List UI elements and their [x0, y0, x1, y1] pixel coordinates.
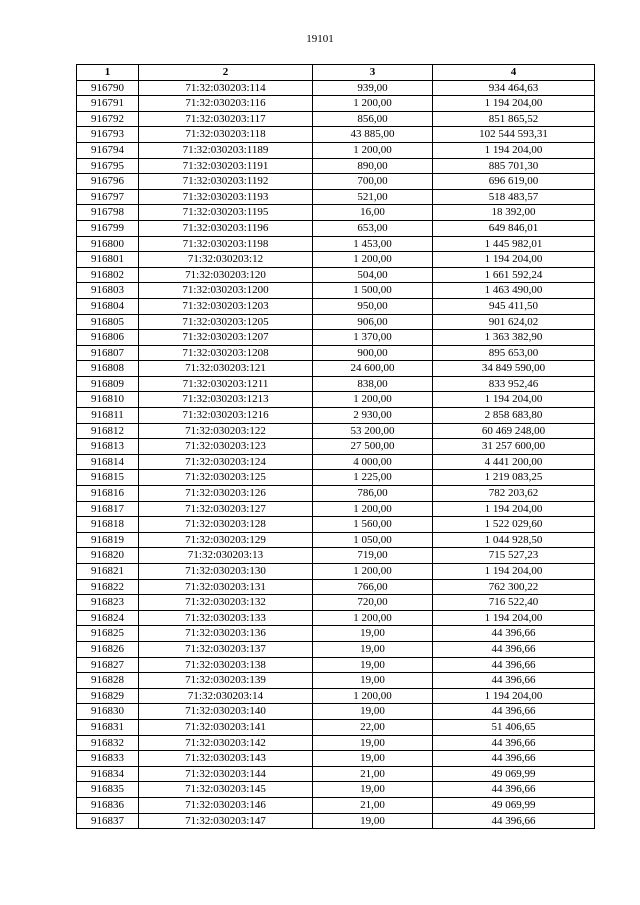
- cadastral-number-cell: 71:32:030203:1203: [139, 298, 313, 314]
- table-row: [77, 719, 595, 735]
- value-cell: 44 396,66: [433, 641, 595, 657]
- value-cell: 1 194 204,00: [433, 142, 595, 158]
- row-number-cell: 916793: [77, 127, 139, 143]
- table-row: [77, 564, 595, 580]
- cadastral-number-cell: 71:32:030203:143: [139, 751, 313, 767]
- area-cell: 1 200,00: [313, 501, 433, 517]
- value-cell: 696 619,00: [433, 174, 595, 190]
- cadastral-number-cell: 71:32:030203:1192: [139, 174, 313, 190]
- value-cell: 1 463 490,00: [433, 283, 595, 299]
- table-row: [77, 751, 595, 767]
- row-number-cell: 916802: [77, 267, 139, 283]
- row-number-cell: 916818: [77, 517, 139, 533]
- row-number-cell: 916836: [77, 797, 139, 813]
- table-row: [77, 704, 595, 720]
- table-row: [77, 252, 595, 268]
- value-cell: 1 219 083,25: [433, 470, 595, 486]
- row-number-cell: 916796: [77, 174, 139, 190]
- table-row: [77, 641, 595, 657]
- table-row: [77, 595, 595, 611]
- row-number-cell: 916820: [77, 548, 139, 564]
- value-cell: 1 194 204,00: [433, 688, 595, 704]
- table-row: [77, 345, 595, 361]
- value-cell: 1 194 204,00: [433, 610, 595, 626]
- value-cell: 44 396,66: [433, 782, 595, 798]
- column-header-3: 3: [313, 65, 433, 81]
- cadastral-number-cell: 71:32:030203:144: [139, 766, 313, 782]
- row-number-cell: 916825: [77, 626, 139, 642]
- area-cell: 19,00: [313, 641, 433, 657]
- area-cell: 504,00: [313, 267, 433, 283]
- row-number-cell: 916798: [77, 205, 139, 221]
- row-number-cell: 916797: [77, 189, 139, 205]
- row-number-cell: 916792: [77, 111, 139, 127]
- area-cell: 19,00: [313, 735, 433, 751]
- row-number-cell: 916828: [77, 673, 139, 689]
- cadastral-number-cell: 71:32:030203:120: [139, 267, 313, 283]
- value-cell: 945 411,50: [433, 298, 595, 314]
- area-cell: 838,00: [313, 376, 433, 392]
- table-row: [77, 408, 595, 424]
- area-cell: 19,00: [313, 751, 433, 767]
- value-cell: 2 858 683,80: [433, 408, 595, 424]
- cadastral-number-cell: 71:32:030203:132: [139, 595, 313, 611]
- area-cell: 1 050,00: [313, 532, 433, 548]
- row-number-cell: 916830: [77, 704, 139, 720]
- cadastral-number-cell: 71:32:030203:122: [139, 423, 313, 439]
- table-row: [77, 361, 595, 377]
- table-row: [77, 548, 595, 564]
- area-cell: 1 453,00: [313, 236, 433, 252]
- area-cell: 950,00: [313, 298, 433, 314]
- row-number-cell: 916809: [77, 376, 139, 392]
- page-number: 19101: [306, 33, 334, 45]
- area-cell: 4 000,00: [313, 454, 433, 470]
- table-row: [77, 454, 595, 470]
- row-number-cell: 916814: [77, 454, 139, 470]
- table-row: [77, 813, 595, 829]
- row-number-cell: 916834: [77, 766, 139, 782]
- table-row: [77, 174, 595, 190]
- area-cell: 21,00: [313, 766, 433, 782]
- cadastral-number-cell: 71:32:030203:145: [139, 782, 313, 798]
- column-header-4: 4: [433, 65, 595, 81]
- area-cell: 890,00: [313, 158, 433, 174]
- value-cell: 102 544 593,31: [433, 127, 595, 143]
- cadastral-number-cell: 71:32:030203:1195: [139, 205, 313, 221]
- value-cell: 1 194 204,00: [433, 564, 595, 580]
- area-cell: 22,00: [313, 719, 433, 735]
- table-row: [77, 782, 595, 798]
- row-number-cell: 916795: [77, 158, 139, 174]
- cadastral-number-cell: 71:32:030203:133: [139, 610, 313, 626]
- value-cell: 44 396,66: [433, 751, 595, 767]
- cadastral-number-cell: 71:32:030203:129: [139, 532, 313, 548]
- table-row: [77, 283, 595, 299]
- row-number-cell: 916835: [77, 782, 139, 798]
- row-number-cell: 916806: [77, 330, 139, 346]
- row-number-cell: 916799: [77, 220, 139, 236]
- row-number-cell: 916819: [77, 532, 139, 548]
- area-cell: 16,00: [313, 205, 433, 221]
- table-row: [77, 423, 595, 439]
- row-number-cell: 916837: [77, 813, 139, 829]
- cadastral-number-cell: 71:32:030203:1196: [139, 220, 313, 236]
- table-row: [77, 486, 595, 502]
- value-cell: 934 464,63: [433, 80, 595, 96]
- area-cell: 19,00: [313, 813, 433, 829]
- value-cell: 1 522 029,60: [433, 517, 595, 533]
- table-row: [77, 376, 595, 392]
- area-cell: 720,00: [313, 595, 433, 611]
- value-cell: 1 363 382,90: [433, 330, 595, 346]
- table-row: [77, 610, 595, 626]
- cadastral-number-cell: 71:32:030203:146: [139, 797, 313, 813]
- value-cell: 51 406,65: [433, 719, 595, 735]
- area-cell: 19,00: [313, 782, 433, 798]
- table-row: [77, 267, 595, 283]
- value-cell: 49 069,99: [433, 797, 595, 813]
- cadastral-number-cell: 71:32:030203:142: [139, 735, 313, 751]
- cadastral-number-cell: 71:32:030203:1200: [139, 283, 313, 299]
- row-number-cell: 916824: [77, 610, 139, 626]
- area-cell: 1 200,00: [313, 610, 433, 626]
- area-cell: 521,00: [313, 189, 433, 205]
- value-cell: 34 849 590,00: [433, 361, 595, 377]
- row-number-cell: 916803: [77, 283, 139, 299]
- row-number-cell: 916831: [77, 719, 139, 735]
- area-cell: 27 500,00: [313, 439, 433, 455]
- table-row: [77, 797, 595, 813]
- cadastral-number-cell: 71:32:030203:137: [139, 641, 313, 657]
- cadastral-number-cell: 71:32:030203:116: [139, 96, 313, 112]
- table-row: [77, 688, 595, 704]
- cadastral-number-cell: 71:32:030203:125: [139, 470, 313, 486]
- table-row: [77, 501, 595, 517]
- value-cell: 762 300,22: [433, 579, 595, 595]
- table-row: [77, 626, 595, 642]
- cadastral-number-cell: 71:32:030203:1211: [139, 376, 313, 392]
- row-number-cell: 916811: [77, 408, 139, 424]
- cadastral-number-cell: 71:32:030203:139: [139, 673, 313, 689]
- column-header-1: 1: [77, 65, 139, 81]
- area-cell: 1 560,00: [313, 517, 433, 533]
- area-cell: 1 225,00: [313, 470, 433, 486]
- cadastral-number-cell: 71:32:030203:1207: [139, 330, 313, 346]
- value-cell: 649 846,01: [433, 220, 595, 236]
- cadastral-number-cell: 71:32:030203:136: [139, 626, 313, 642]
- area-cell: 939,00: [313, 80, 433, 96]
- cadastral-number-cell: 71:32:030203:118: [139, 127, 313, 143]
- area-cell: 1 200,00: [313, 688, 433, 704]
- cadastral-number-cell: 71:32:030203:1205: [139, 314, 313, 330]
- row-number-cell: 916816: [77, 486, 139, 502]
- table-row: [77, 330, 595, 346]
- area-cell: 19,00: [313, 626, 433, 642]
- value-cell: 1 194 204,00: [433, 501, 595, 517]
- area-cell: 1 200,00: [313, 142, 433, 158]
- row-number-cell: 916817: [77, 501, 139, 517]
- table-header: [77, 65, 595, 81]
- cadastral-number-cell: 71:32:030203:1193: [139, 189, 313, 205]
- area-cell: 19,00: [313, 704, 433, 720]
- table-row: [77, 532, 595, 548]
- row-number-cell: 916815: [77, 470, 139, 486]
- value-cell: 44 396,66: [433, 813, 595, 829]
- cadastral-number-cell: 71:32:030203:14: [139, 688, 313, 704]
- area-cell: 700,00: [313, 174, 433, 190]
- cadastral-number-cell: 71:32:030203:1191: [139, 158, 313, 174]
- row-number-cell: 916804: [77, 298, 139, 314]
- area-cell: 19,00: [313, 657, 433, 673]
- area-cell: 786,00: [313, 486, 433, 502]
- row-number-cell: 916810: [77, 392, 139, 408]
- row-number-cell: 916800: [77, 236, 139, 252]
- value-cell: 49 069,99: [433, 766, 595, 782]
- table-row: [77, 298, 595, 314]
- row-number-cell: 916823: [77, 595, 139, 611]
- value-cell: 518 483,57: [433, 189, 595, 205]
- area-cell: 53 200,00: [313, 423, 433, 439]
- cadastral-number-cell: 71:32:030203:121: [139, 361, 313, 377]
- row-number-cell: 916833: [77, 751, 139, 767]
- cadastral-number-cell: 71:32:030203:147: [139, 813, 313, 829]
- cadastral-number-cell: 71:32:030203:124: [139, 454, 313, 470]
- area-cell: 1 200,00: [313, 252, 433, 268]
- cadastral-number-cell: 71:32:030203:141: [139, 719, 313, 735]
- area-cell: 766,00: [313, 579, 433, 595]
- table-row: [77, 127, 595, 143]
- table-row: [77, 657, 595, 673]
- area-cell: 653,00: [313, 220, 433, 236]
- cadastral-number-cell: 71:32:030203:126: [139, 486, 313, 502]
- value-cell: 715 527,23: [433, 548, 595, 564]
- table-row: [77, 766, 595, 782]
- area-cell: 24 600,00: [313, 361, 433, 377]
- table-row: [77, 189, 595, 205]
- value-cell: 4 441 200,00: [433, 454, 595, 470]
- row-number-cell: 916790: [77, 80, 139, 96]
- cadastral-number-cell: 71:32:030203:128: [139, 517, 313, 533]
- value-cell: 60 469 248,00: [433, 423, 595, 439]
- value-cell: 44 396,66: [433, 704, 595, 720]
- value-cell: 1 194 204,00: [433, 252, 595, 268]
- area-cell: 1 500,00: [313, 283, 433, 299]
- table-row: [77, 735, 595, 751]
- table-row: [77, 470, 595, 486]
- area-cell: 1 200,00: [313, 96, 433, 112]
- value-cell: 895 653,00: [433, 345, 595, 361]
- column-header-2: 2: [139, 65, 313, 81]
- cadastral-number-cell: 71:32:030203:123: [139, 439, 313, 455]
- table-body: [77, 80, 595, 829]
- cadastral-number-cell: 71:32:030203:138: [139, 657, 313, 673]
- row-number-cell: 916821: [77, 564, 139, 580]
- area-cell: 2 930,00: [313, 408, 433, 424]
- area-cell: 1 200,00: [313, 564, 433, 580]
- cadastral-number-cell: 71:32:030203:1213: [139, 392, 313, 408]
- area-cell: 21,00: [313, 797, 433, 813]
- area-cell: 719,00: [313, 548, 433, 564]
- row-number-cell: 916826: [77, 641, 139, 657]
- cadastral-number-cell: 71:32:030203:1216: [139, 408, 313, 424]
- table-row: [77, 314, 595, 330]
- row-number-cell: 916791: [77, 96, 139, 112]
- value-cell: 44 396,66: [433, 657, 595, 673]
- table-row: [77, 111, 595, 127]
- value-cell: 44 396,66: [433, 735, 595, 751]
- value-cell: 885 701,30: [433, 158, 595, 174]
- value-cell: 31 257 600,00: [433, 439, 595, 455]
- cadastral-number-cell: 71:32:030203:1208: [139, 345, 313, 361]
- table-row: [77, 439, 595, 455]
- area-cell: 19,00: [313, 673, 433, 689]
- table-row: [77, 579, 595, 595]
- row-number-cell: 916812: [77, 423, 139, 439]
- row-number-cell: 916822: [77, 579, 139, 595]
- row-number-cell: 916829: [77, 688, 139, 704]
- value-cell: 1 194 204,00: [433, 96, 595, 112]
- cadastral-number-cell: 71:32:030203:12: [139, 252, 313, 268]
- table-row: [77, 220, 595, 236]
- cadastral-number-cell: 71:32:030203:114: [139, 80, 313, 96]
- table-row: [77, 142, 595, 158]
- cadastral-number-cell: 71:32:030203:140: [139, 704, 313, 720]
- row-number-cell: 916794: [77, 142, 139, 158]
- data-table: [76, 64, 595, 829]
- value-cell: 901 624,02: [433, 314, 595, 330]
- table-row: [77, 517, 595, 533]
- area-cell: 906,00: [313, 314, 433, 330]
- cadastral-number-cell: 71:32:030203:1198: [139, 236, 313, 252]
- value-cell: 1 445 982,01: [433, 236, 595, 252]
- cadastral-number-cell: 71:32:030203:127: [139, 501, 313, 517]
- value-cell: 782 203,62: [433, 486, 595, 502]
- table-row: [77, 158, 595, 174]
- cadastral-number-cell: 71:32:030203:131: [139, 579, 313, 595]
- area-cell: 1 200,00: [313, 392, 433, 408]
- header-row: [77, 65, 595, 81]
- cadastral-number-cell: 71:32:030203:13: [139, 548, 313, 564]
- value-cell: 1 661 592,24: [433, 267, 595, 283]
- cadastral-number-cell: 71:32:030203:117: [139, 111, 313, 127]
- table-row: [77, 673, 595, 689]
- row-number-cell: 916827: [77, 657, 139, 673]
- table-row: [77, 392, 595, 408]
- row-number-cell: 916813: [77, 439, 139, 455]
- row-number-cell: 916805: [77, 314, 139, 330]
- cadastral-number-cell: 71:32:030203:130: [139, 564, 313, 580]
- row-number-cell: 916801: [77, 252, 139, 268]
- value-cell: 716 522,40: [433, 595, 595, 611]
- row-number-cell: 916808: [77, 361, 139, 377]
- area-cell: 1 370,00: [313, 330, 433, 346]
- area-cell: 43 885,00: [313, 127, 433, 143]
- table-row: [77, 205, 595, 221]
- table-row: [77, 96, 595, 112]
- value-cell: 44 396,66: [433, 626, 595, 642]
- table-row: [77, 80, 595, 96]
- value-cell: 833 952,46: [433, 376, 595, 392]
- area-cell: 900,00: [313, 345, 433, 361]
- value-cell: 851 865,52: [433, 111, 595, 127]
- cadastral-number-cell: 71:32:030203:1189: [139, 142, 313, 158]
- value-cell: 1 044 928,50: [433, 532, 595, 548]
- area-cell: 856,00: [313, 111, 433, 127]
- row-number-cell: 916832: [77, 735, 139, 751]
- value-cell: 1 194 204,00: [433, 392, 595, 408]
- row-number-cell: 916807: [77, 345, 139, 361]
- value-cell: 44 396,66: [433, 673, 595, 689]
- table-row: [77, 236, 595, 252]
- value-cell: 18 392,00: [433, 205, 595, 221]
